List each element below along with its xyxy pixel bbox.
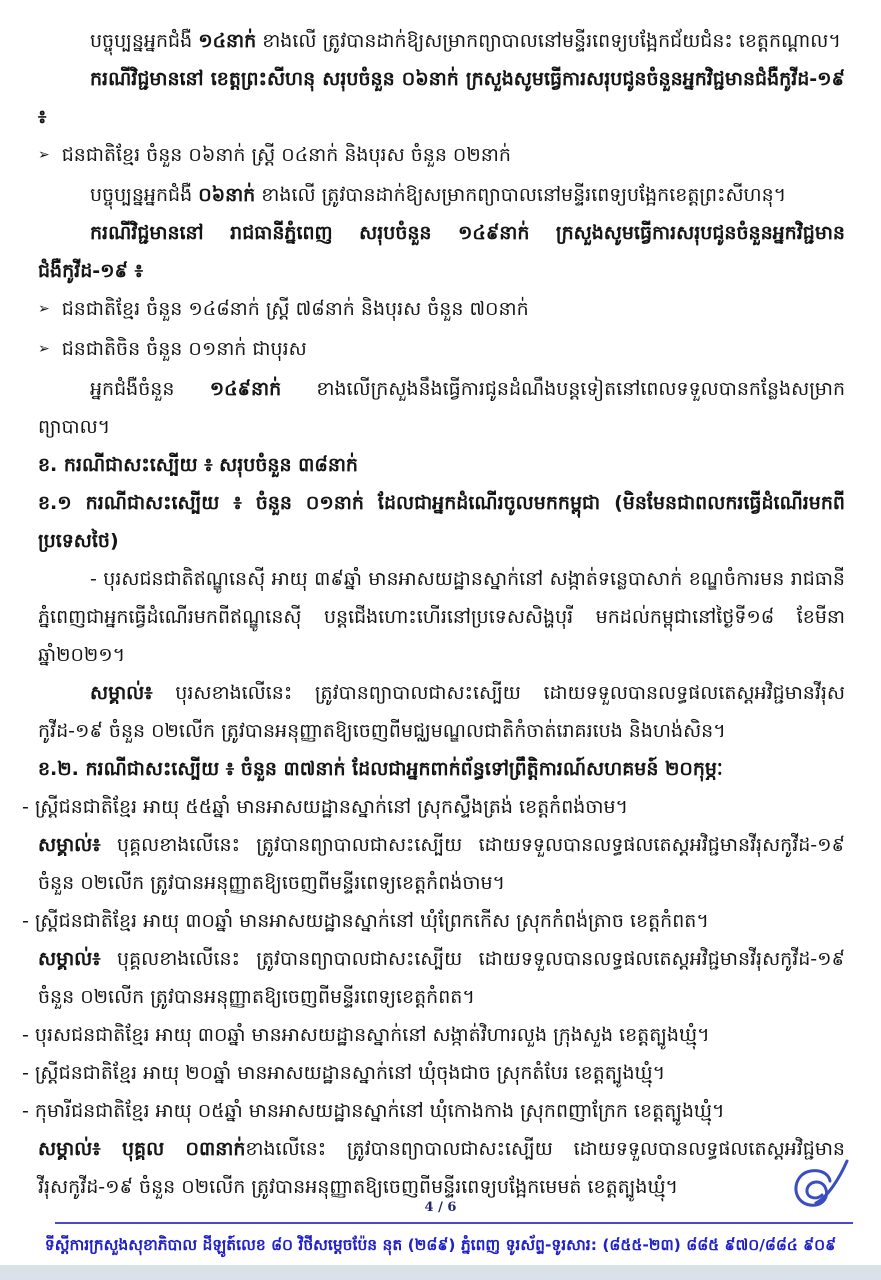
case-item-kampot-woman: - ស្ត្រីជនជាតិខ្មែរ អាយុ ៣០ឆ្នាំ មានអាសយដ្ឋានស្នាក់នៅ ឃុំព្រែកកើស ស្រុកកំពង់ត្រាច ខេត្តកំពត។: [22, 910, 709, 932]
case-item-tboungkhmum-man: - បុរសជនជាតិខ្មែរ អាយុ ៣០ឆ្នាំ មានអាសយដ្ឋានស្នាក់នៅ សង្កាត់វិហារលួង ក្រុងសួង ខេត្តត្បូងឃ្មុំ។: [22, 1024, 710, 1046]
text-run: ខាងលើ ត្រូវបានដាក់ឱ្យសម្រាកព្យាបាលនៅមន្ទីរពេទ្យបង្អែកជ័យជំនះ ខេត្តកណ្តាល។: [256, 30, 841, 52]
heading-recovered-imported: ខ.១ ករណីជាសះស្បើយ ៖ ចំនួន ០១នាក់ ដែលជាអ្នកដំណើរចូលមកកម្ពុជា (មិនមែនជាពលករធ្វើដំណើរមកពីប្រទេសថៃ): [38, 492, 845, 552]
bottom-edge-band: [0, 1265, 881, 1280]
text-run: បច្ចុប្បន្នអ្នកជំងឺ: [90, 30, 199, 52]
page-number: 4 / 6: [424, 1200, 457, 1215]
note-recovered-kampot: [38, 940, 845, 1016]
document-body: [22, 22, 845, 1206]
note-label: សម្គាល់៖: [38, 834, 101, 856]
text-run: ខាងលើក្រសួងនឹងធ្វើការជូនដំណឹងបន្តទៀតនៅពេលទទួលបានកន្លែងសម្រាកព្យាបាល។: [38, 378, 845, 438]
note-recovered-tb-center: [38, 674, 845, 750]
case-item-indonesian-man: - បុរសជនជាតិឥណ្ឌូនេស៊ី អាយុ ៣៩ឆ្នាំ មានអាសយដ្ឋានស្នាក់នៅ សង្កាត់ទន្លេបាសាក់ ខណ្ឌចំការមន រាជធានីភ្នំពេញជាអ្នកធ្វើដំណើរមកពីឥណ្ឌូនេស៊ី បន្តជើងហោះហើរនៅប្រទេសសិង្ហបុរី មកដល់កម្ពុជានៅថ្ងៃទី១៨ ខែមីនា ឆ្នាំ២០២១។: [38, 568, 845, 666]
note-label: សម្គាល់៖: [38, 1138, 101, 1160]
note-label: សម្គាល់៖: [90, 682, 153, 704]
case-item-kampongcham-woman: - ស្ត្រីជនជាតិខ្មែរ អាយុ ៥៥ឆ្នាំ មានអាសយដ្ឋានស្នាក់នៅ ស្រុកស្ទឹងត្រង់ ខេត្តកំពង់ចាម។: [22, 796, 629, 818]
heading-sihanoukville-cases: ករណីវិជ្ជមាននៅ ខេត្តព្រះសីហនុ សរុបចំនួន ០៦នាក់ ក្រសួងសូមធ្វើការសរុបជូនចំនួនអ្នកវិជ្ជមានជំងឺកូវីដ-១៩ ៖: [38, 68, 845, 128]
text-run: បុគ្គលខាងលើនេះ ត្រូវបានព្យាបាលជាសះស្បើយ ដោយទទួលបានលទ្ធផលតេស្ដអវិជ្ជមានវីរុសកូវីដ-១៩ ចំនួន ០២លើក ត្រូវបានអនុញ្ញាតឱ្យចេញពីមន្ទីរពេទ្យខេត្តកំពង់ចាម។: [38, 834, 845, 894]
heading-phnompenh-cases: ករណីវិជ្ជមាននៅ រាជធានីភ្នំពេញ សរុបចំនួន ១៤៩នាក់ ក្រសួងសូមធ្វើការសរុបជូនចំនួនអ្នកវិជ្ជមានជំងឺកូវីដ-១៩ ៖: [38, 222, 845, 282]
text-run: បុរសខាងលើនេះ ត្រូវបានព្យាបាលជាសះស្បើយ ដោយទទួលបានលទ្ធផលតេស្ដអវិជ្ជមានវីរុស កូវីដ-១៩ ចំនួន ០២លើក ត្រូវបានអនុញ្ញាតឱ្យចេញពីមជ្ឈមណ្ឌលជាតិកំចាត់រោគរបេង និងហង់សិន។: [38, 682, 845, 742]
text-run: ជនជាតិខ្មែរ ចំនួន ១៤៨នាក់ ស្ត្រី ៧៨នាក់ និងបុរស ចំនួន ៧០នាក់: [61, 298, 529, 320]
paragraph-pending-beds: [38, 370, 845, 446]
bullet-item-khmer-sihanoukville: [38, 136, 845, 176]
heading-recovered-community-event: ខ.២. ករណីជាសះស្បើយ ៖ ចំនួន ៣៧នាក់ ដែលជាអ្នកពាក់ព័ន្ធទៅព្រឹត្តិការណ៍សហគមន៍ ២០កុម្ភៈ: [38, 758, 723, 780]
text-run: ជនជាតិខ្មែរ ចំនួន ០៦នាក់ ស្ត្រី ០៤នាក់ និងបុរស ចំនួន ០២នាក់: [61, 144, 511, 166]
text-run: បុគ្គលខាងលើនេះ ត្រូវបានព្យាបាលជាសះស្បើយ ដោយទទួលបានលទ្ធផលតេស្ដអវិជ្ជមានវីរុសកូវីដ-១៩ ចំនួន ០២លើក ត្រូវបានអនុញ្ញាតឱ្យចេញពីមន្ទីរពេទ្យខេត្តកំពត។: [38, 948, 845, 1008]
note-label: សម្គាល់៖: [38, 948, 101, 970]
text-run: ខាងលើ ត្រូវបានដាក់ឱ្យសម្រាកព្យាបាលនៅមន្ទីរពេទ្យបង្អែកខេត្តព្រះសីហនុ។: [255, 184, 787, 206]
arrow-bullet-icon: ➢: [38, 341, 50, 357]
signature-scribble-icon: [786, 1155, 858, 1221]
paragraph-sihanoukville-patients: [38, 176, 845, 214]
case-item-tboungkhmum-woman: - ស្ត្រីជនជាតិខ្មែរ អាយុ ២០ឆ្នាំ មានអាសយដ្ឋានស្នាក់នៅ ឃុំចុងជាច ស្រុកតំបែរ ខេត្តត្បូងឃ្មុំ។: [22, 1062, 666, 1084]
text-run: ជនជាតិចិន ចំនួន ០១នាក់ ជាបុរស: [61, 338, 307, 360]
note-recovered-kampongcham: [38, 826, 845, 902]
text-run: បច្ចុប្បន្នអ្នកជំងឺ: [90, 184, 199, 206]
footer-divider: [55, 1222, 853, 1224]
patient-count: ០៦នាក់: [198, 184, 256, 206]
footer-ministry-address: ទីស្តីការក្រសួងសុខាភិបាល ដីឡូត៍លេខ ៨០ វិថីសម្តេចប៉ែន នុត (២៨៩) ភ្នំពេញ ទូរស័ព្ទ-ទូរសារ: (៨៥៥-២៣) ៨៨៥ ៩៧០/៨៨៤ ៩០៩: [44, 1236, 837, 1254]
bullet-item-khmer-phnompenh: [38, 290, 845, 330]
note-recovered-memot: [38, 1130, 845, 1206]
paragraph-kandal-patients: [38, 22, 845, 60]
patient-count: ១៤៩នាក់: [209, 378, 282, 400]
arrow-bullet-icon: ➢: [38, 147, 50, 163]
heading-recovered-total: ខ. ករណីជាសះស្បើយ ៖ សរុបចំនួន ៣៨នាក់: [38, 454, 358, 476]
patient-count: បុគ្គល ០៣នាក់: [100, 1138, 246, 1160]
arrow-bullet-icon: ➢: [38, 301, 50, 317]
case-item-tboungkhmum-girl: - កុមារីជនជាតិខ្មែរ អាយុ ០៥ឆ្នាំ មានអាសយដ្ឋានស្នាក់នៅ ឃុំកោងកាង ស្រុកពញាក្រែក ខេត្តត្បូងឃ្មុំ។: [22, 1100, 725, 1122]
patient-count: ១៤នាក់: [198, 30, 257, 52]
text-run: អ្នកជំងឺចំនួន: [90, 378, 210, 400]
text-run: ខាងលើនេះ ត្រូវបានព្យាបាលជាសះស្បើយ ដោយទទួលបានលទ្ធផលតេស្ដអវិជ្ជមានវីរុសកូវីដ-១៩ ចំនួន ០២លើក ត្រូវបានអនុញ្ញាតឱ្យចេញពីមន្ទីរពេទ្យបង្អែកមេមត់ ខេត្តត្បូងឃ្មុំ។: [38, 1138, 845, 1198]
bullet-item-chinese-phnompenh: [38, 330, 845, 370]
